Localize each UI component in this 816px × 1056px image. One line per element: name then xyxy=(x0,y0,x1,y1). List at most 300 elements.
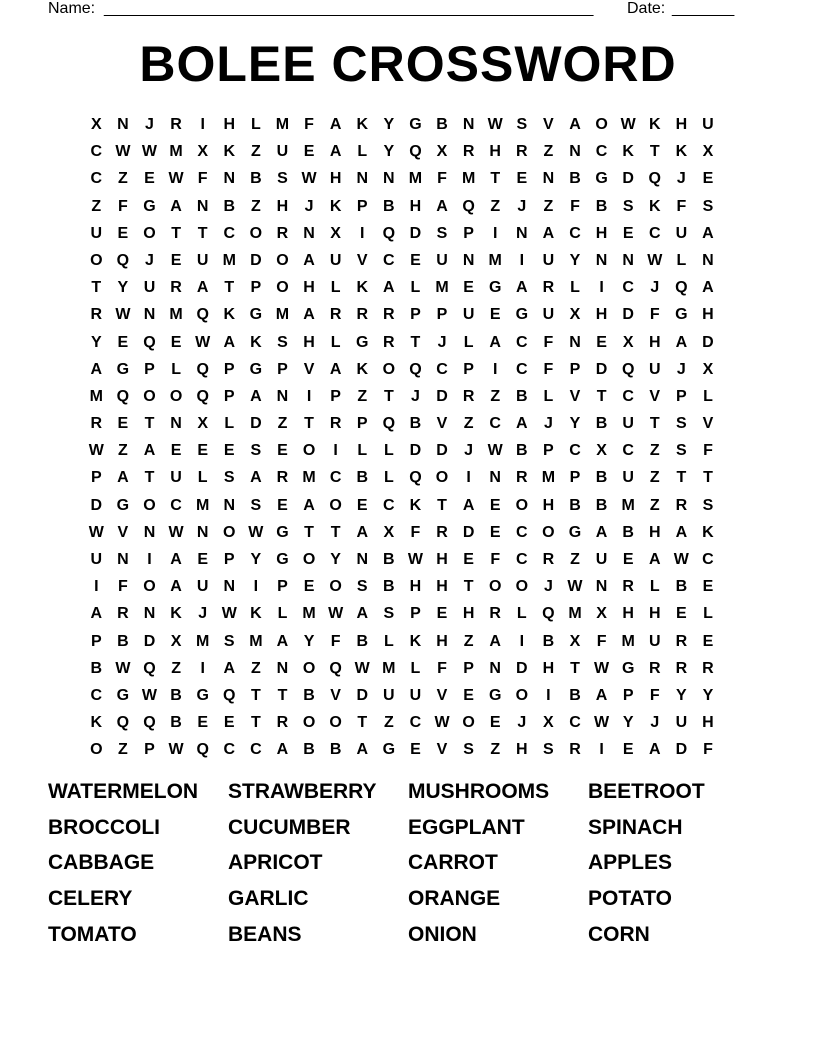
grid-letter[interactable]: A xyxy=(90,605,103,623)
grid-letter[interactable]: A xyxy=(196,279,209,297)
grid-letter[interactable]: I xyxy=(519,632,525,650)
grid-letter[interactable]: W xyxy=(168,523,184,541)
grid-letter[interactable]: L xyxy=(516,605,527,623)
grid-letter[interactable]: X xyxy=(90,116,102,133)
grid-letter[interactable]: M xyxy=(196,632,210,650)
grid-letter[interactable]: Z xyxy=(570,551,580,568)
grid-letter[interactable]: H xyxy=(409,578,422,596)
grid-letter[interactable]: E xyxy=(702,632,714,650)
grid-letter[interactable]: V xyxy=(303,360,315,378)
grid-letter[interactable]: G xyxy=(409,116,422,133)
grid-letter[interactable]: E xyxy=(463,279,474,297)
grid-letter[interactable]: O xyxy=(276,251,289,269)
grid-letter[interactable]: Q xyxy=(196,360,209,378)
grid-letter[interactable]: K xyxy=(622,143,634,161)
grid-letter[interactable]: T xyxy=(383,387,394,405)
grid-letter[interactable]: U xyxy=(702,116,714,133)
grid-letter[interactable]: Y xyxy=(622,714,634,732)
grid-letter[interactable]: C xyxy=(250,741,262,759)
grid-letter[interactable]: Z xyxy=(250,143,261,161)
grid-letter[interactable]: H xyxy=(622,605,634,623)
grid-letter[interactable]: R xyxy=(462,143,475,161)
grid-letter[interactable]: A xyxy=(648,741,661,759)
grid-letter[interactable]: Q xyxy=(116,714,130,732)
grid-letter[interactable]: B xyxy=(223,197,236,215)
grid-letter[interactable]: U xyxy=(196,578,209,596)
grid-letter[interactable]: N xyxy=(516,224,528,242)
grid-letter[interactable]: U xyxy=(436,251,448,269)
grid-letter[interactable]: P xyxy=(223,387,235,405)
grid-letter[interactable]: P xyxy=(250,279,262,297)
grid-letter[interactable]: A xyxy=(117,469,129,487)
grid-letter[interactable]: O xyxy=(223,523,236,541)
grid-letter[interactable]: R xyxy=(276,224,289,242)
grid-letter[interactable]: S xyxy=(702,197,714,215)
grid-letter[interactable]: N xyxy=(223,578,236,596)
grid-letter[interactable]: N xyxy=(542,170,555,188)
grid-letter[interactable]: N xyxy=(117,551,129,568)
grid-letter[interactable]: X xyxy=(543,714,554,732)
grid-letter[interactable]: O xyxy=(302,659,316,677)
grid-letter[interactable]: E xyxy=(303,578,315,596)
grid-letter[interactable]: R xyxy=(90,306,103,324)
grid-letter[interactable]: W xyxy=(434,714,450,732)
grid-letter[interactable]: F xyxy=(330,632,341,650)
grid-letter[interactable]: X xyxy=(596,442,607,460)
grid-letter[interactable]: A xyxy=(383,279,395,297)
grid-letter[interactable]: A xyxy=(276,632,289,650)
grid-letter[interactable]: H xyxy=(542,659,555,677)
grid-letter[interactable]: R xyxy=(516,469,528,487)
grid-letter[interactable]: S xyxy=(277,333,288,351)
grid-letter[interactable]: F xyxy=(649,686,660,704)
grid-letter[interactable]: O xyxy=(462,714,475,732)
grid-letter[interactable]: P xyxy=(144,741,155,759)
grid-letter[interactable]: F xyxy=(543,360,554,378)
grid-letter[interactable]: T xyxy=(649,143,660,161)
grid-letter[interactable]: R xyxy=(117,605,129,623)
grid-letter[interactable]: Q xyxy=(648,170,661,188)
grid-letter[interactable]: N xyxy=(196,197,209,215)
grid-letter[interactable]: R xyxy=(276,469,289,487)
grid-letter[interactable]: T xyxy=(596,387,607,405)
grid-letter[interactable]: E xyxy=(516,170,528,188)
grid-letter[interactable]: T xyxy=(304,415,314,433)
grid-letter[interactable]: J xyxy=(517,714,527,732)
grid-letter[interactable]: R xyxy=(622,578,634,596)
grid-letter[interactable]: A xyxy=(569,116,581,133)
grid-letter[interactable]: L xyxy=(676,251,687,269)
grid-letter[interactable]: W xyxy=(328,605,344,623)
grid-letter[interactable]: T xyxy=(330,523,341,541)
grid-letter[interactable]: I xyxy=(200,659,205,677)
grid-letter[interactable]: O xyxy=(329,578,342,596)
grid-letter[interactable]: P xyxy=(543,442,554,460)
grid-letter[interactable]: A xyxy=(595,523,608,541)
grid-letter[interactable]: H xyxy=(276,197,289,215)
grid-letter[interactable]: Z xyxy=(91,197,102,215)
grid-letter[interactable]: U xyxy=(409,686,422,704)
grid-letter[interactable]: A xyxy=(250,387,262,405)
grid-letter[interactable]: S xyxy=(223,632,235,650)
grid-letter[interactable]: X xyxy=(622,333,634,351)
grid-letter[interactable]: O xyxy=(382,360,396,378)
grid-letter[interactable]: R xyxy=(675,659,688,677)
grid-letter[interactable]: F xyxy=(543,333,554,351)
grid-letter[interactable]: L xyxy=(171,360,181,378)
grid-letter[interactable]: E xyxy=(622,741,634,759)
grid-letter[interactable]: L xyxy=(197,469,208,487)
grid-letter[interactable]: Q xyxy=(196,306,209,324)
grid-letter[interactable]: E xyxy=(117,333,129,351)
grid-letter[interactable]: O xyxy=(143,496,156,514)
grid-letter[interactable]: Q xyxy=(329,659,342,677)
grid-letter[interactable]: T xyxy=(703,469,713,487)
grid-letter[interactable]: K xyxy=(223,143,236,161)
grid-letter[interactable]: N xyxy=(489,659,501,677)
grid-letter[interactable]: Z xyxy=(490,197,501,215)
grid-letter[interactable]: E xyxy=(489,523,501,541)
grid-letter[interactable]: D xyxy=(250,415,262,433)
grid-letter[interactable]: J xyxy=(650,279,660,297)
grid-letter[interactable]: M xyxy=(541,469,556,487)
grid-letter[interactable]: O xyxy=(143,224,156,242)
grid-letter[interactable]: Z xyxy=(543,197,554,215)
grid-letter[interactable]: G xyxy=(276,551,289,568)
grid-letter[interactable]: E xyxy=(277,496,288,514)
grid-letter[interactable]: J xyxy=(198,605,208,623)
grid-letter[interactable]: M xyxy=(488,251,502,269)
grid-letter[interactable]: K xyxy=(356,279,369,297)
grid-letter[interactable]: A xyxy=(170,578,182,596)
grid-letter[interactable]: J xyxy=(437,333,447,351)
grid-letter[interactable]: O xyxy=(276,279,289,297)
grid-letter[interactable]: E xyxy=(702,170,714,188)
grid-letter[interactable]: R xyxy=(276,714,289,732)
grid-letter[interactable]: O xyxy=(515,578,529,596)
grid-letter[interactable]: S xyxy=(250,442,262,460)
grid-letter[interactable]: E xyxy=(622,224,634,242)
grid-letter[interactable]: M xyxy=(89,387,103,405)
grid-letter[interactable]: B xyxy=(170,686,182,704)
grid-letter[interactable]: G xyxy=(488,686,502,704)
grid-letter[interactable]: O xyxy=(435,469,449,487)
grid-letter[interactable]: W xyxy=(567,578,583,596)
grid-letter[interactable]: V xyxy=(543,116,554,133)
grid-letter[interactable]: O xyxy=(515,686,529,704)
grid-letter[interactable]: N xyxy=(117,116,129,133)
grid-letter[interactable]: O xyxy=(249,224,263,242)
grid-letter[interactable]: X xyxy=(702,360,714,378)
grid-letter[interactable]: S xyxy=(676,415,687,433)
grid-letter[interactable]: W xyxy=(88,442,104,460)
grid-letter[interactable]: N xyxy=(303,224,315,242)
grid-letter[interactable]: A xyxy=(329,360,342,378)
grid-letter[interactable]: B xyxy=(595,197,608,215)
grid-letter[interactable]: K xyxy=(90,714,103,732)
grid-letter[interactable]: C xyxy=(223,224,236,242)
grid-letter[interactable]: J xyxy=(304,197,314,215)
grid-letter[interactable]: G xyxy=(116,360,130,378)
grid-letter[interactable]: X xyxy=(197,143,208,161)
grid-letter[interactable]: Z xyxy=(250,197,261,215)
grid-letter[interactable]: N xyxy=(223,496,236,514)
grid-letter[interactable]: N xyxy=(196,523,209,541)
grid-letter[interactable]: L xyxy=(383,632,394,650)
grid-letter[interactable]: Z xyxy=(357,387,368,405)
grid-letter[interactable]: J xyxy=(676,170,686,188)
grid-letter[interactable]: B xyxy=(436,116,448,133)
grid-letter[interactable]: G xyxy=(595,170,608,188)
grid-letter[interactable]: P xyxy=(569,360,581,378)
grid-letter[interactable]: X xyxy=(197,415,208,433)
grid-letter[interactable]: D xyxy=(356,686,369,704)
grid-letter[interactable]: I xyxy=(306,387,312,405)
grid-letter[interactable]: Q xyxy=(143,714,156,732)
grid-letter[interactable]: Z xyxy=(490,741,501,759)
grid-letter[interactable]: S xyxy=(250,496,262,514)
grid-letter[interactable]: C xyxy=(516,360,528,378)
grid-letter[interactable]: H xyxy=(223,116,236,133)
grid-letter[interactable]: M xyxy=(621,496,635,514)
grid-letter[interactable]: H xyxy=(595,224,608,242)
grid-letter[interactable]: K xyxy=(648,197,661,215)
grid-letter[interactable]: Z xyxy=(118,170,128,188)
grid-letter[interactable]: B xyxy=(303,686,315,704)
grid-letter[interactable]: U xyxy=(170,469,182,487)
grid-letter[interactable]: A xyxy=(595,686,608,704)
grid-letter[interactable]: E xyxy=(144,170,155,188)
grid-letter[interactable]: D xyxy=(90,496,103,514)
grid-letter[interactable]: G xyxy=(356,333,369,351)
grid-letter[interactable]: N xyxy=(356,170,369,188)
grid-letter[interactable]: M xyxy=(302,469,316,487)
grid-letter[interactable]: N xyxy=(143,523,156,541)
grid-letter[interactable]: C xyxy=(383,251,395,269)
grid-letter[interactable]: N xyxy=(356,551,369,568)
grid-letter[interactable]: E xyxy=(223,442,235,460)
grid-letter[interactable]: I xyxy=(360,224,365,242)
grid-letter[interactable]: Q xyxy=(143,333,156,351)
grid-letter[interactable]: H xyxy=(462,605,475,623)
grid-letter[interactable]: E xyxy=(596,333,607,351)
grid-letter[interactable]: T xyxy=(649,415,660,433)
grid-letter[interactable]: Q xyxy=(621,360,635,378)
grid-letter[interactable]: B xyxy=(569,686,581,704)
grid-letter[interactable]: K xyxy=(648,116,661,133)
grid-letter[interactable]: D xyxy=(702,333,714,351)
grid-letter[interactable]: M xyxy=(249,632,263,650)
grid-letter[interactable]: M xyxy=(302,605,316,623)
grid-letter[interactable]: M xyxy=(461,170,476,188)
grid-letter[interactable]: F xyxy=(596,632,607,650)
grid-letter[interactable]: W xyxy=(195,333,211,351)
grid-letter[interactable]: W xyxy=(221,605,237,623)
grid-letter[interactable]: O xyxy=(143,387,156,405)
grid-letter[interactable]: Y xyxy=(90,333,102,351)
grid-letter[interactable]: P xyxy=(90,632,102,650)
grid-letter[interactable]: J xyxy=(464,442,474,460)
grid-letter[interactable]: H xyxy=(329,170,342,188)
grid-letter[interactable]: E xyxy=(676,605,687,623)
grid-letter[interactable]: X xyxy=(569,306,581,324)
grid-letter[interactable]: C xyxy=(569,224,581,242)
grid-letter[interactable]: Z xyxy=(383,714,394,732)
grid-letter[interactable]: C xyxy=(489,415,501,433)
grid-letter[interactable]: Q xyxy=(382,224,396,242)
grid-letter[interactable]: H xyxy=(595,306,608,324)
grid-letter[interactable]: K xyxy=(329,197,342,215)
grid-letter[interactable]: W xyxy=(141,143,158,161)
grid-letter[interactable]: B xyxy=(303,741,315,759)
grid-letter[interactable]: T xyxy=(304,523,314,541)
grid-letter[interactable]: Z xyxy=(250,659,261,677)
grid-letter[interactable]: C xyxy=(569,442,581,460)
grid-letter[interactable]: G xyxy=(621,659,635,677)
grid-letter[interactable]: N xyxy=(622,251,634,269)
grid-letter[interactable]: I xyxy=(519,251,525,269)
grid-letter[interactable]: B xyxy=(569,170,581,188)
grid-letter[interactable]: X xyxy=(170,632,182,650)
grid-letter[interactable]: C xyxy=(595,143,608,161)
grid-letter[interactable]: F xyxy=(437,659,447,677)
grid-letter[interactable]: H xyxy=(303,333,315,351)
grid-letter[interactable]: T xyxy=(171,224,181,242)
grid-letter[interactable]: X xyxy=(383,523,395,541)
grid-letter[interactable]: H xyxy=(648,333,661,351)
grid-letter[interactable]: B xyxy=(675,578,688,596)
grid-letter[interactable]: A xyxy=(170,551,182,568)
grid-letter[interactable]: F xyxy=(437,170,447,188)
grid-letter[interactable]: F xyxy=(490,551,501,568)
grid-letter[interactable]: H xyxy=(489,143,501,161)
grid-letter[interactable]: T xyxy=(144,415,155,433)
grid-letter[interactable]: D xyxy=(622,306,634,324)
grid-letter[interactable]: W xyxy=(407,551,423,568)
grid-letter[interactable]: F xyxy=(676,197,687,215)
grid-letter[interactable]: U xyxy=(196,251,209,269)
grid-letter[interactable]: B xyxy=(516,442,528,460)
grid-letter[interactable]: U xyxy=(90,224,103,242)
grid-letter[interactable]: F xyxy=(410,523,421,541)
grid-letter[interactable]: B xyxy=(356,469,369,487)
grid-letter[interactable]: D xyxy=(516,659,528,677)
grid-letter[interactable]: H xyxy=(542,496,555,514)
grid-letter[interactable]: D xyxy=(143,632,156,650)
grid-letter[interactable]: V xyxy=(117,523,129,541)
grid-letter[interactable]: L xyxy=(543,387,554,405)
grid-letter[interactable]: I xyxy=(253,578,259,596)
grid-letter[interactable]: U xyxy=(542,306,555,324)
grid-letter[interactable]: L xyxy=(277,605,288,623)
grid-letter[interactable]: Y xyxy=(702,686,714,704)
grid-letter[interactable]: G xyxy=(116,496,130,514)
grid-letter[interactable]: P xyxy=(356,197,368,215)
grid-letter[interactable]: Q xyxy=(542,605,555,623)
grid-letter[interactable]: U xyxy=(675,224,688,242)
grid-letter[interactable]: U xyxy=(329,251,342,269)
grid-letter[interactable]: Q xyxy=(223,686,236,704)
grid-letter[interactable]: R xyxy=(90,415,103,433)
grid-letter[interactable]: A xyxy=(223,333,236,351)
grid-letter[interactable]: D xyxy=(622,170,634,188)
grid-letter[interactable]: H xyxy=(436,551,448,568)
grid-letter[interactable]: S xyxy=(436,224,448,242)
grid-letter[interactable]: L xyxy=(410,659,421,677)
grid-letter[interactable]: R xyxy=(383,306,395,324)
grid-letter[interactable]: U xyxy=(462,306,475,324)
grid-letter[interactable]: G xyxy=(515,306,529,324)
grid-letter[interactable]: S xyxy=(463,741,474,759)
grid-letter[interactable]: X xyxy=(702,143,714,161)
grid-letter[interactable]: N xyxy=(143,306,156,324)
grid-letter[interactable]: O xyxy=(302,551,316,568)
grid-letter[interactable]: G xyxy=(276,523,289,541)
grid-letter[interactable]: K xyxy=(702,523,714,541)
grid-letter[interactable]: E xyxy=(356,496,368,514)
grid-letter[interactable]: L xyxy=(703,605,713,623)
grid-letter[interactable]: U xyxy=(675,714,688,732)
grid-letter[interactable]: E xyxy=(223,714,235,732)
grid-letter[interactable]: K xyxy=(250,605,262,623)
grid-letter[interactable]: G xyxy=(116,686,130,704)
grid-letter[interactable]: T xyxy=(250,686,261,704)
grid-letter[interactable]: P xyxy=(676,387,687,405)
grid-letter[interactable]: H xyxy=(436,632,448,650)
grid-letter[interactable]: R xyxy=(702,659,714,677)
grid-letter[interactable]: N xyxy=(489,469,501,487)
grid-letter[interactable]: K xyxy=(170,605,182,623)
grid-letter[interactable]: C xyxy=(622,442,634,460)
grid-letter[interactable]: A xyxy=(303,251,315,269)
grid-letter[interactable]: A xyxy=(462,496,475,514)
grid-letter[interactable]: P xyxy=(622,686,634,704)
grid-letter[interactable]: C xyxy=(90,686,103,704)
grid-letter[interactable]: P xyxy=(410,306,421,324)
grid-letter[interactable]: F xyxy=(197,170,208,188)
grid-letter[interactable]: Z xyxy=(543,143,554,161)
grid-letter[interactable]: L xyxy=(357,442,368,460)
grid-letter[interactable]: Y xyxy=(383,116,395,133)
grid-letter[interactable]: D xyxy=(409,442,422,460)
grid-letter[interactable]: E xyxy=(463,551,474,568)
grid-letter[interactable]: A xyxy=(489,632,501,650)
grid-letter[interactable]: E xyxy=(489,306,501,324)
grid-letter[interactable]: M xyxy=(275,306,290,324)
grid-letter[interactable]: R xyxy=(356,306,369,324)
grid-letter[interactable]: O xyxy=(488,578,502,596)
grid-letter[interactable]: L xyxy=(330,279,341,297)
grid-letter[interactable]: F xyxy=(703,442,713,460)
grid-letter[interactable]: Q xyxy=(196,741,209,759)
grid-letter[interactable]: T xyxy=(676,469,687,487)
grid-letter[interactable]: O xyxy=(595,116,608,133)
grid-letter[interactable]: B xyxy=(383,578,395,596)
grid-letter[interactable]: E xyxy=(170,442,182,460)
grid-letter[interactable]: R xyxy=(462,387,475,405)
grid-letter[interactable]: C xyxy=(329,469,342,487)
grid-letter[interactable]: A xyxy=(303,306,315,324)
grid-letter[interactable]: H xyxy=(648,605,661,623)
grid-letter[interactable]: B xyxy=(329,741,342,759)
grid-letter[interactable]: D xyxy=(462,523,475,541)
grid-letter[interactable]: B xyxy=(117,632,129,650)
grid-letter[interactable]: B xyxy=(595,469,608,487)
grid-letter[interactable]: N xyxy=(143,605,156,623)
grid-letter[interactable]: Z xyxy=(277,415,288,433)
grid-letter[interactable]: E xyxy=(117,415,129,433)
grid-letter[interactable]: L xyxy=(330,333,341,351)
